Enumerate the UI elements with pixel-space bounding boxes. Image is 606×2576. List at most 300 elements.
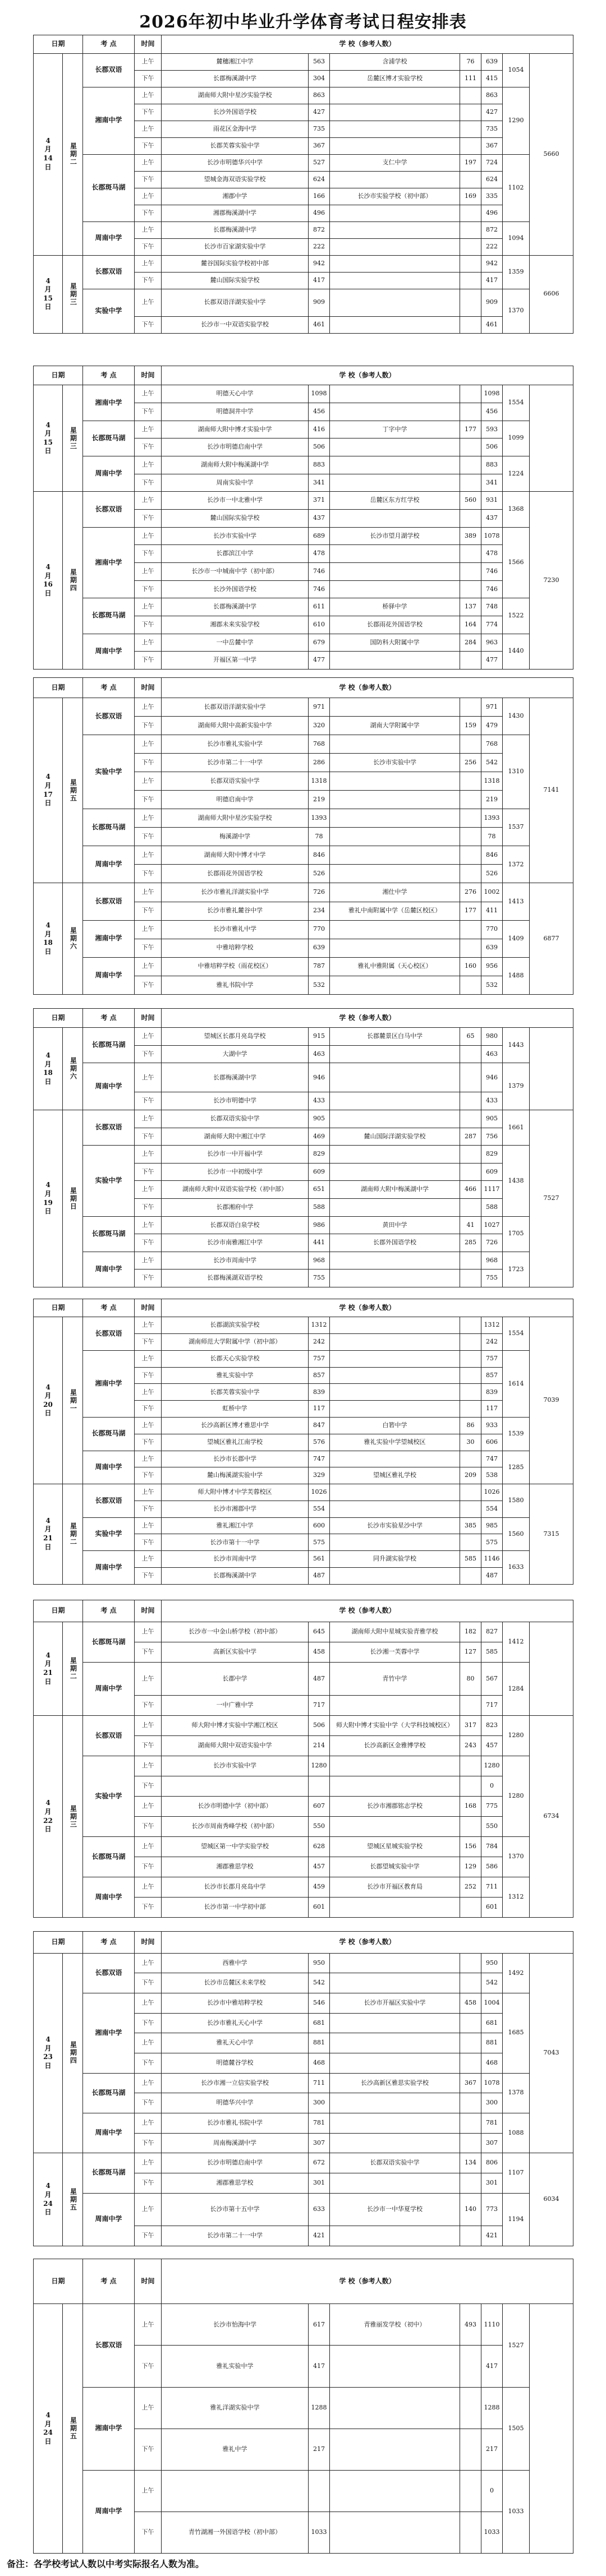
session-time-cell: 下午 [135,1568,162,1585]
school-count-cell: 633 [309,2193,330,2226]
session-sum-cell: 593 [481,421,503,438]
second-school-cell: 雅礼实验中学望城校区 [330,1434,460,1451]
session-sum-cell: 456 [481,403,503,421]
session-sum-cell: 219 [481,791,503,809]
table-row [34,1418,573,1434]
session-time-cell: 下午 [135,828,162,846]
exam-site-cell: 周南中学 [83,1451,135,1484]
second-count-cell: 137 [460,598,481,616]
session-sum-cell: 781 [481,2113,503,2133]
schedule-table [33,366,573,670]
site-subtotal-cell: 1580 [503,1484,530,1518]
date-part: 16 [43,580,53,589]
school-count-cell: 909 [309,289,330,316]
school-count-cell: 881 [309,2033,330,2053]
school-name-cell: 长郡梅溪湖中学 [162,1063,309,1092]
school-name-cell: 长沙市南雅湘江中学 [162,1234,309,1252]
site-subtotal-cell: 1614 [503,1350,530,1417]
date-part: 15 [43,294,53,302]
second-school-cell [330,1816,460,1836]
second-school-cell [330,1897,460,1917]
header-date: 日期 [34,35,83,54]
second-count-cell [460,1367,481,1384]
school-count-cell: 747 [309,1451,330,1467]
date-part: 日 [44,2062,52,2070]
table-row [34,598,573,616]
date-part: 月 [44,1060,52,1068]
school-name-cell: 明德洞井中学 [162,403,309,421]
session-time-cell: 上午 [135,698,162,716]
exam-site-cell: 长郡双语 [83,255,135,289]
second-count-cell: 209 [460,1467,481,1484]
session-time-cell: 上午 [135,154,162,171]
session-sum-cell: 585 [481,1642,503,1662]
second-count-cell [460,1756,481,1776]
second-school-cell [330,545,460,563]
session-time-cell: 下午 [135,2093,162,2113]
school-count-cell: 717 [309,1696,330,1716]
date-cell [34,1110,63,1287]
table-row [34,2470,573,2512]
date-part: 日 [44,1677,52,1686]
session-time-cell: 上午 [135,188,162,205]
day-total-cell: 7527 [530,1110,573,1287]
school-name-cell: 雅礼实验中学 [162,1367,309,1384]
school-name-cell: 长沙外国语学校 [162,104,309,121]
school-count-cell: 1312 [309,1317,330,1334]
table-row [34,221,573,238]
session-time-cell: 下午 [135,1897,162,1917]
exam-site-cell: 周南中学 [83,1877,135,1917]
second-school-cell [330,1973,460,1993]
header-school: 学 校（参考人数） [162,35,573,54]
second-school-cell [330,1199,460,1217]
schedule-block [33,366,573,670]
second-count-cell: 164 [460,616,481,634]
table-row [34,255,573,272]
site-subtotal-cell: 1430 [503,698,530,735]
school-count-cell: 1033 [309,2512,330,2553]
second-count-cell: 41 [460,1216,481,1234]
school-count-cell: 487 [309,1568,330,1585]
weekday-cell: 星期五 [63,2304,83,2554]
table-row [34,421,573,438]
date-part: 20 [43,1400,53,1409]
session-sum-cell: 757 [481,1350,503,1367]
date-part: 17 [43,790,53,798]
second-count-cell [460,1350,481,1367]
site-subtotal-cell: 1522 [503,598,530,634]
second-school-cell [330,1045,460,1063]
school-name-cell: 明德麓谷学校 [162,2053,309,2073]
weekday-cell: 星期四 [63,1953,83,2153]
school-count-cell: 417 [309,2346,330,2387]
header-date: 日期 [34,2259,83,2304]
date-part: 22 [43,1816,53,1825]
schedule-table [33,35,573,334]
second-school-cell: 长沙市实验星沙中学 [330,1517,460,1534]
site-subtotal-cell: 1554 [503,1317,530,1351]
session-time-cell: 上午 [135,809,162,828]
session-time-cell: 下午 [135,616,162,634]
date-part: 4 [45,2182,50,2190]
date-cell [34,2153,63,2246]
session-sum-cell: 1027 [481,1216,503,1234]
school-name-cell: 长沙外国语学校 [162,580,309,598]
date-part: 月 [44,571,52,580]
exam-site-cell: 长郡斑马湖 [83,598,135,634]
session-sum-cell: 968 [481,1252,503,1269]
header-site: 考 点 [83,2259,135,2304]
school-name-cell: 长沙市第二十一中学 [162,2226,309,2246]
school-count-cell: 304 [309,70,330,87]
second-school-cell [330,1756,460,1776]
school-count-cell: 768 [309,735,330,753]
second-count-cell: 317 [460,1716,481,1736]
session-time-cell: 上午 [135,255,162,272]
second-count-cell [460,1063,481,1092]
second-school-cell [330,2013,460,2033]
school-count-cell: 506 [309,1716,330,1736]
header-date: 日期 [34,1600,83,1622]
second-school-cell [330,865,460,883]
second-count-cell [460,2226,481,2246]
second-school-cell: 国防科大附属中学 [330,634,460,652]
school-count-cell: 1318 [309,772,330,791]
date-cell [34,883,63,995]
header-time: 时间 [135,1600,162,1622]
second-count-cell [460,2033,481,2053]
date-part: 4 [45,1799,50,1807]
school-name-cell: 长沙市岳麓区未来学校 [162,1973,309,1993]
second-school-cell: 长郡麓景区白马中学 [330,1028,460,1046]
session-sum-cell: 1312 [481,1317,503,1334]
session-time-cell: 下午 [135,438,162,456]
second-school-cell: 同升湖实验学校 [330,1551,460,1568]
second-school-cell [330,1484,460,1501]
session-sum-cell: 774 [481,616,503,634]
session-sum-cell: 1078 [481,2073,503,2093]
second-school-cell [330,272,460,289]
session-time-cell: 下午 [135,1334,162,1351]
second-school-cell [330,1776,460,1797]
session-sum-cell: 538 [481,1467,503,1484]
session-sum-cell: 1026 [481,1484,503,1501]
site-subtotal-cell: 1280 [503,1756,530,1837]
second-count-cell: 111 [460,70,481,87]
school-name-cell: 长郡芙蓉实验中学 [162,1384,309,1401]
second-count-cell: 177 [460,421,481,438]
site-subtotal-cell: 1560 [503,1517,530,1551]
site-subtotal-cell: 1488 [503,957,530,994]
schedule-table [33,2259,573,2554]
session-sum-cell: 222 [481,238,503,255]
session-time-cell: 上午 [135,1216,162,1234]
exam-site-cell: 长郡斑马湖 [83,1216,135,1252]
school-count-cell: 651 [309,1181,330,1199]
school-name-cell: 长沙市第二十一中学 [162,754,309,772]
date-part: 4 [45,562,50,571]
session-sum-cell: 1002 [481,883,503,902]
site-subtotal-cell: 1705 [503,1216,530,1252]
second-count-cell [460,545,481,563]
session-sum-cell: 1033 [481,2512,503,2553]
site-subtotal-cell: 1088 [503,2113,530,2153]
session-sum-cell: 606 [481,1434,503,1451]
school-count-cell: 839 [309,1384,330,1401]
session-time-cell: 上午 [135,883,162,902]
school-count-cell: 222 [309,238,330,255]
session-sum-cell: 1288 [481,2387,503,2429]
site-subtotal-cell: 1537 [503,809,530,846]
second-count-cell [460,2387,481,2429]
second-count-cell: 134 [460,2153,481,2173]
school-name-cell: 长郡双语洋湖实验中学 [162,698,309,716]
site-subtotal-cell: 1224 [503,456,530,491]
second-school-cell: 青竹中学 [330,1662,460,1695]
second-count-cell: 76 [460,53,481,70]
exam-site-cell: 周南中学 [83,456,135,491]
day-total-cell: 5660 [530,53,573,255]
table-row [34,2113,573,2133]
school-name-cell: 周南实验中学 [162,474,309,492]
session-sum-cell: 846 [481,846,503,865]
session-sum-cell: 0 [481,2470,503,2512]
second-count-cell [460,456,481,474]
school-name-cell: 长沙市中雅培粹学校 [162,1993,309,2013]
weekday-cell: 星期日 [63,1110,83,1287]
school-name-cell: 长沙市湘一立信实验学校 [162,2073,309,2093]
exam-site-cell: 长郡双语 [83,492,135,527]
second-school-cell: 岳麓区东方红学校 [330,492,460,510]
school-count-cell: 857 [309,1367,330,1384]
school-name-cell: 长沙市雅礼实验中学 [162,735,309,753]
date-part: 24 [43,2429,53,2437]
date-cell [34,2304,63,2554]
table-row [34,2153,573,2173]
school-name-cell: 麓山国际实验学校 [162,272,309,289]
site-subtotal-cell: 1280 [503,1716,530,1756]
second-count-cell: 560 [460,492,481,510]
school-count-cell: 986 [309,1216,330,1234]
date-part: 24 [43,2199,53,2208]
second-school-cell [330,846,460,865]
school-count-cell: 461 [309,316,330,333]
session-sum-cell: 417 [481,272,503,289]
session-sum-cell: 601 [481,1897,503,1917]
site-subtotal-cell: 1723 [503,1252,530,1287]
schedule-table [33,677,573,995]
site-subtotal-cell: 1099 [503,421,530,456]
exam-site-cell: 湘南中学 [83,1350,135,1417]
school-count-cell: 746 [309,580,330,598]
date-cell [34,1953,63,2153]
second-school-cell [330,403,460,421]
second-count-cell [460,2512,481,2553]
second-school-cell: 长沙高新区雅思实验学校 [330,2073,460,2093]
exam-site-cell: 长郡双语 [83,53,135,87]
exam-site-cell: 周南中学 [83,1551,135,1585]
table-header-row [34,2259,573,2304]
session-sum-cell: 747 [481,1451,503,1467]
date-part: 月 [44,430,52,438]
session-sum-cell: 909 [481,289,503,316]
second-count-cell [460,1110,481,1128]
school-name-cell: 长郡梅溪湖中学 [162,70,309,87]
day-total-cell: 7230 [530,492,573,670]
school-name-cell: 长郡雨花外国语学校 [162,865,309,883]
second-school-cell [330,2033,460,2053]
second-count-cell [460,1092,481,1110]
session-sum-cell: 242 [481,1334,503,1351]
second-school-cell [330,976,460,994]
session-sum-cell: 463 [481,1045,503,1063]
date-part: 日 [44,947,52,955]
second-count-cell [460,791,481,809]
second-count-cell [460,205,481,221]
session-sum-cell: 542 [481,1973,503,1993]
school-count-cell: 576 [309,1434,330,1451]
second-school-cell [330,205,460,221]
weekday-cell: 星期六 [63,883,83,995]
second-school-cell [330,1334,460,1351]
session-time-cell: 上午 [135,1146,162,1164]
site-subtotal-cell: 1102 [503,154,530,221]
session-sum-cell: 341 [481,474,503,492]
date-cell [34,1716,63,1918]
session-time-cell: 下午 [135,1776,162,1797]
table-row [34,1993,573,2013]
table-row [34,1146,573,1164]
second-school-cell [330,1953,460,1973]
schedule-block [33,35,573,334]
date-cell [34,53,63,255]
date-part: 月 [44,285,52,294]
school-count-cell: 726 [309,883,330,902]
schedule-table [33,1931,573,2246]
table-row [34,1317,573,1334]
session-time-cell: 上午 [135,598,162,616]
date-part: 4 [45,1383,50,1391]
session-sum-cell: 457 [481,1736,503,1756]
school-name-cell: 长郡梅溪湖中学 [162,1568,309,1585]
second-count-cell: 585 [460,1551,481,1568]
exam-site-cell: 周南中学 [83,1063,135,1110]
second-count-cell [460,1953,481,1973]
session-time-cell: 上午 [135,735,162,753]
session-time-cell: 上午 [135,1877,162,1897]
school-name-cell: 雅礼书院中学 [162,976,309,994]
session-time-cell: 下午 [135,1857,162,1877]
date-part: 日 [44,589,52,597]
second-school-cell: 黄田中学 [330,1216,460,1234]
exam-site-cell: 长郡双语 [83,1953,135,1993]
second-school-cell: 长沙市开福区实验中学 [330,1993,460,2013]
second-count-cell [460,2133,481,2153]
session-time-cell: 下午 [135,205,162,221]
session-sum-cell: 735 [481,121,503,137]
site-subtotal-cell: 1566 [503,527,530,598]
second-count-cell [460,1146,481,1164]
second-school-cell [330,289,460,316]
school-count-cell: 456 [309,403,330,421]
header-date: 日期 [34,1009,83,1028]
session-sum-cell: 586 [481,1857,503,1877]
date-part: 日 [44,1543,52,1551]
second-school-cell [330,316,460,333]
schedule-table [33,1299,573,1585]
school-name-cell: 长沙市周南中学 [162,1551,309,1568]
school-count-cell: 526 [309,865,330,883]
school-name-cell: 长沙市湘郡中学 [162,1501,309,1517]
date-part: 日 [44,799,52,807]
session-sum-cell: 883 [481,456,503,474]
second-count-cell [460,846,481,865]
session-sum-cell: 1146 [481,1551,503,1568]
table-header-row [34,1299,573,1317]
site-subtotal-cell: 1372 [503,846,530,883]
date-part: 月 [44,2044,52,2052]
second-count-cell [460,2113,481,2133]
session-time-cell: 上午 [135,1418,162,1434]
school-count-cell: 639 [309,939,330,957]
session-time-cell: 上午 [135,1716,162,1736]
second-count-cell [460,474,481,492]
second-school-cell [330,2387,460,2429]
date-part: 日 [44,447,52,455]
school-name-cell: 长沙市明德启南中学 [162,2153,309,2173]
second-count-cell [460,1696,481,1716]
second-count-cell: 182 [460,1622,481,1642]
date-part: 4 [45,2411,50,2419]
session-time-cell: 上午 [135,2387,162,2429]
session-time-cell: 下午 [135,474,162,492]
session-sum-cell: 756 [481,1128,503,1146]
schedule-block [33,1600,573,1918]
school-name-cell: 长沙市第一中学初中部 [162,1897,309,1917]
second-school-cell: 长沙湘一芙蓉中学 [330,1642,460,1662]
second-count-cell [460,171,481,188]
date-part: 日 [44,1825,52,1834]
session-time-cell: 上午 [135,634,162,652]
school-name-cell: 青竹湖湘一外国语学校（初中部） [162,2512,309,2553]
session-sum-cell: 78 [481,828,503,846]
second-school-cell [330,939,460,957]
session-time-cell: 上午 [135,846,162,865]
second-count-cell: 493 [460,2304,481,2346]
site-subtotal-cell: 1379 [503,1063,530,1110]
exam-site-cell: 周南中学 [83,634,135,669]
second-count-cell [460,1451,481,1467]
school-count-cell: 950 [309,1953,330,1973]
session-sum-cell: 1078 [481,527,503,545]
second-school-cell [330,580,460,598]
school-name-cell: 梅溪湖中学 [162,828,309,846]
date-part: 月 [44,1525,52,1534]
header-site: 考 点 [83,1600,135,1622]
date-part: 月 [44,2191,52,2199]
school-count-cell: 781 [309,2113,330,2133]
session-sum-cell: 746 [481,562,503,580]
date-part: 日 [44,1077,52,1086]
second-count-cell [460,316,481,333]
site-subtotal-cell: 1359 [503,255,530,289]
session-time-cell: 上午 [135,1317,162,1334]
date-part: 日 [44,163,52,171]
school-count-cell: 459 [309,1877,330,1897]
session-time-cell: 上午 [135,562,162,580]
school-name-cell: 长郡湘府中学 [162,1199,309,1217]
